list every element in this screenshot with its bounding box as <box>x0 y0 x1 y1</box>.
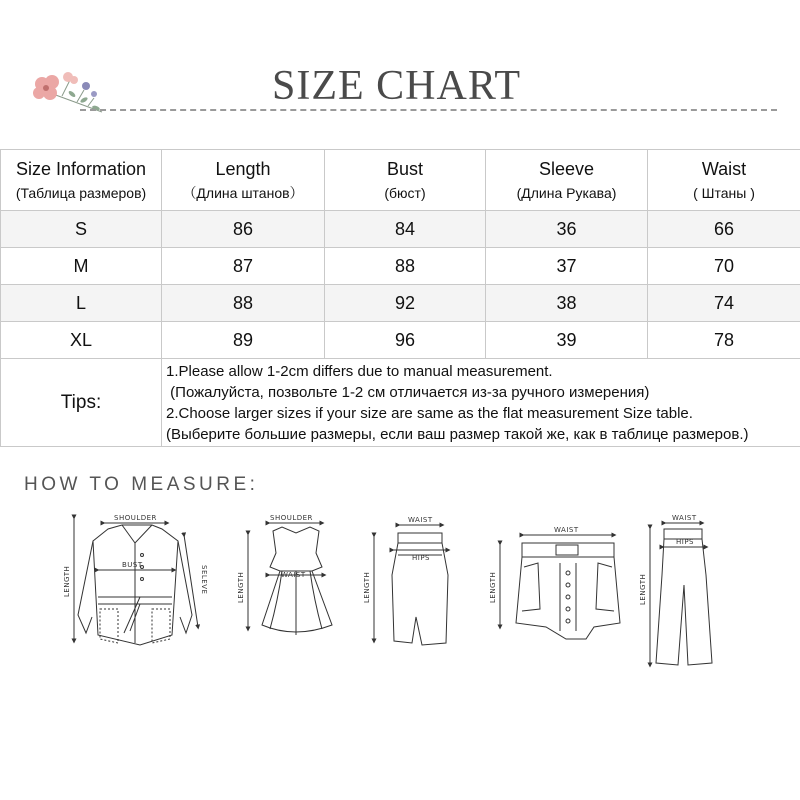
dress-length-label: LENGTH <box>237 571 245 603</box>
table-cell: 74 <box>648 285 800 322</box>
measurement-diagrams <box>0 505 800 685</box>
tip-line: (Пожалуйста, позвольте 1-2 см отличается из-за ручного измерения) <box>166 383 650 401</box>
table-cell: 87 <box>162 248 325 285</box>
table-cell: 86 <box>162 211 325 248</box>
pants-waist-label: WAIST <box>672 514 697 522</box>
table-cell: M <box>1 248 162 285</box>
pants-hips-label: HIPS <box>676 538 694 546</box>
title-divider <box>80 109 777 111</box>
coat-bust-label: BUST <box>122 561 143 569</box>
table-row <box>1 211 800 248</box>
pants-length-label: LENGTH <box>639 573 647 605</box>
coat-shoulder-label: SHOULDER <box>114 514 157 522</box>
skirt-length-label: LENGTH <box>363 571 371 603</box>
page-title: SIZE CHART <box>272 63 521 109</box>
dress-shoulder-label: SHOULDER <box>270 514 313 522</box>
shorts-length-label: LENGTH <box>489 571 497 603</box>
table-cell: 89 <box>162 322 325 359</box>
dress-waist-label: WAIST <box>281 571 306 579</box>
header-cell-sleeve: Sleeve (Длина Рукава) <box>486 150 648 211</box>
header-cell-length: Length （Длина штанов） <box>162 150 325 211</box>
table-cell: 36 <box>486 211 648 248</box>
header-cell-waist: Waist ( Штаны ) <box>648 150 800 211</box>
table-cell: 96 <box>325 322 486 359</box>
table-cell: 88 <box>162 285 325 322</box>
shorts-waist-label: WAIST <box>554 526 579 534</box>
tip-line: 1.Please allow 1-2cm differs due to manual measurement. <box>166 362 553 380</box>
flower-icon <box>22 60 112 122</box>
tip-line: (Выберите большие размеры, если ваш размер такой же, как в таблице размеров.) <box>166 425 749 443</box>
skirt-diagram <box>374 525 448 645</box>
table-row <box>1 322 800 359</box>
coat-length-label: LENGTH <box>63 565 71 597</box>
coat-sleeve-label: SELEVE <box>200 565 208 595</box>
table-cell: 84 <box>325 211 486 248</box>
tips-row <box>1 359 800 447</box>
table-cell: L <box>1 285 162 322</box>
size-table <box>0 149 800 447</box>
coat-diagram <box>74 517 198 645</box>
table-cell: 37 <box>486 248 648 285</box>
table-header-row <box>1 150 800 211</box>
header <box>0 0 800 140</box>
tip-line: 2.Choose larger sizes if your size are same as the flat measurement Size table. <box>166 404 693 422</box>
header-cell-bust: Bust (бюст) <box>325 150 486 211</box>
dress-diagram <box>248 523 332 635</box>
table-cell: S <box>1 211 162 248</box>
how-to-measure-heading: HOW TO MEASURE: <box>24 474 259 495</box>
tips-label: Tips: <box>1 359 162 447</box>
table-cell: 70 <box>648 248 800 285</box>
header-cell-size: Size Information (Таблица размеров) <box>1 150 162 211</box>
shorts-diagram <box>500 535 620 639</box>
table-cell: 66 <box>648 211 800 248</box>
table-cell: 92 <box>325 285 486 322</box>
table-cell: 38 <box>486 285 648 322</box>
table-row <box>1 248 800 285</box>
table-cell: 88 <box>325 248 486 285</box>
skirt-hips-label: HIPS <box>412 554 430 562</box>
skirt-waist-label: WAIST <box>408 516 433 524</box>
tips-text <box>162 359 800 447</box>
table-cell: 39 <box>486 322 648 359</box>
table-cell: XL <box>1 322 162 359</box>
table-row <box>1 285 800 322</box>
table-cell: 78 <box>648 322 800 359</box>
